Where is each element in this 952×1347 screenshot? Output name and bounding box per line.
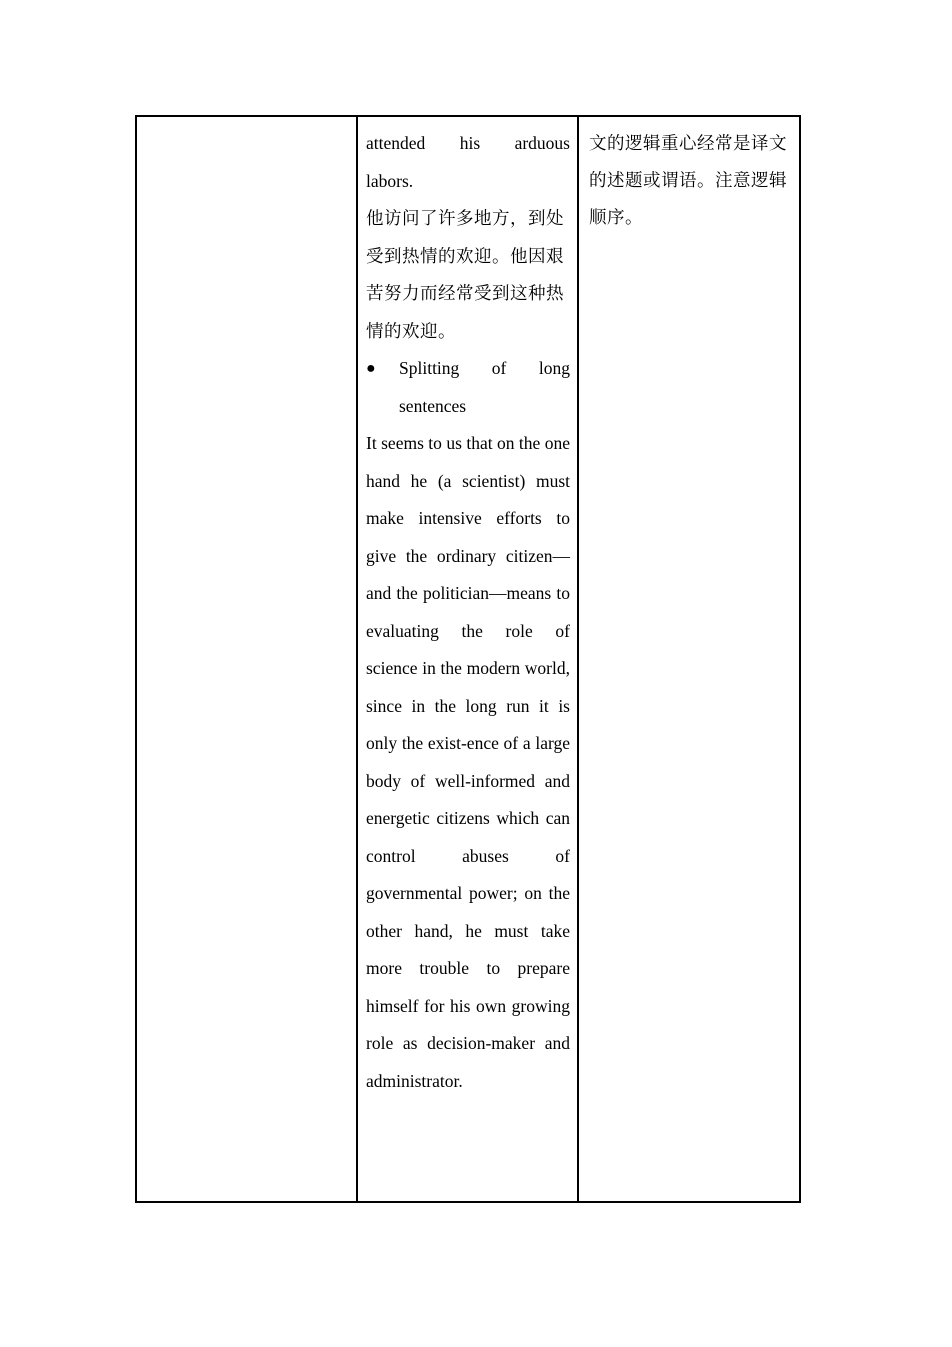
table-cell-empty xyxy=(136,116,357,1202)
example-text-line: attended his arduous xyxy=(366,133,570,153)
table-cell-note xyxy=(578,116,800,1202)
table-cell-example xyxy=(357,116,578,1202)
table-row xyxy=(136,116,800,1202)
bullet-dot-icon: ● xyxy=(366,360,376,377)
bullet-item xyxy=(366,350,570,425)
note-text: 文的逻辑重心经常是译文的述题或谓语。注意逻辑顺序。 xyxy=(589,133,787,227)
example-sentence: It seems to us that on the one hand he (a scientist) must make intensive efforts to give the ordinary citizen—and the politician—means to evaluating the role of science in the modern world, since in the long run it is only the exist-ence of a large body of well-informed and energetic citizens which can control abuses of governmental power; on the other hand, he must take more trouble to prepare himself for his own growing role as decision-maker and administrator. xyxy=(366,433,570,1091)
chinese-translation: 他访问了许多地方，到处受到热情的欢迎。他因艰苦努力而经常受到这种热情的欢迎。 xyxy=(366,208,564,341)
bullet-label: Splitting of long xyxy=(399,358,570,378)
example-text-end: labors. xyxy=(366,170,414,191)
content-table xyxy=(135,115,801,1203)
bullet-label-continued: sentences xyxy=(399,395,467,416)
